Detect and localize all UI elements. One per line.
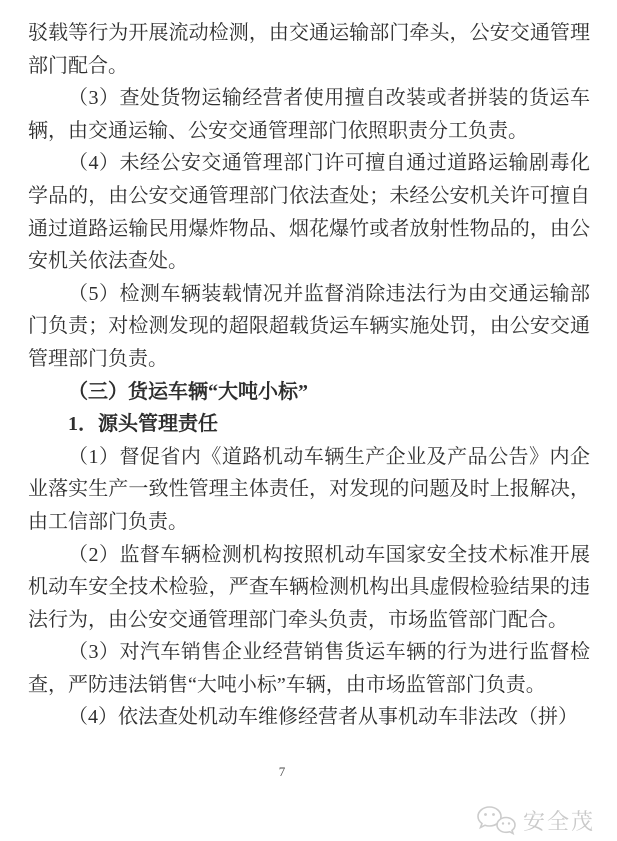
wechat-logo-icon [476, 804, 518, 836]
body-paragraph: （3）查处货物运输经营者使用擅自改装或者拼装的货运车辆，由交通运输、公安交通管理部门依照职责分工负责。 [28, 87, 590, 142]
document-body [28, 17, 590, 734]
heading-paragraph: 1．源头管理责任 [68, 413, 218, 436]
page-number: 7 [278, 764, 286, 779]
body-paragraph: 驳载等行为开展流动检测，由交通运输部门牵头，公安交通管理部门配合。 [28, 22, 590, 77]
watermark-label: 安全茂 [522, 808, 595, 834]
watermark [476, 804, 595, 836]
heading-paragraph: （三）货运车辆“大吨小标” [68, 380, 308, 403]
body-paragraph: （2）监督车辆检测机构按照机动车国家安全技术标准开展机动车安全技术检验，严查车辆检测机构出具虚假检验结果的违法行为，由公安交通管理部门牵头负责，市场监管部门配合。 [28, 543, 590, 631]
body-paragraph: （4）依法查处机动车维修经营者从事机动车非法改（拼） [68, 706, 578, 729]
body-paragraph: （1）督促省内《道路机动车辆生产企业及产品公告》内企业落实生产一致性管理主体责任，对发现的问题及时上报解决，由工信部门负责。 [28, 445, 590, 533]
body-paragraph: （5）检测车辆装载情况并监督消除违法行为由交通运输部门负责；对检测发现的超限超载货运车辆实施处罚，由公安交通管理部门负责。 [28, 282, 590, 370]
body-paragraph: （4）未经公安交通管理部门许可擅自通过道路运输剧毒化学品的，由公安交通管理部门依法查处；未经公安机关许可擅自通过道路运输民用爆炸物品、烟花爆竹或者放射性物品的，由公安机关依法查处。 [28, 152, 590, 273]
body-paragraph: （3）对汽车销售企业经营销售货运车辆的行为进行监督检查，严防违法销售“大吨小标”车辆，由市场监管部门负责。 [28, 641, 590, 696]
